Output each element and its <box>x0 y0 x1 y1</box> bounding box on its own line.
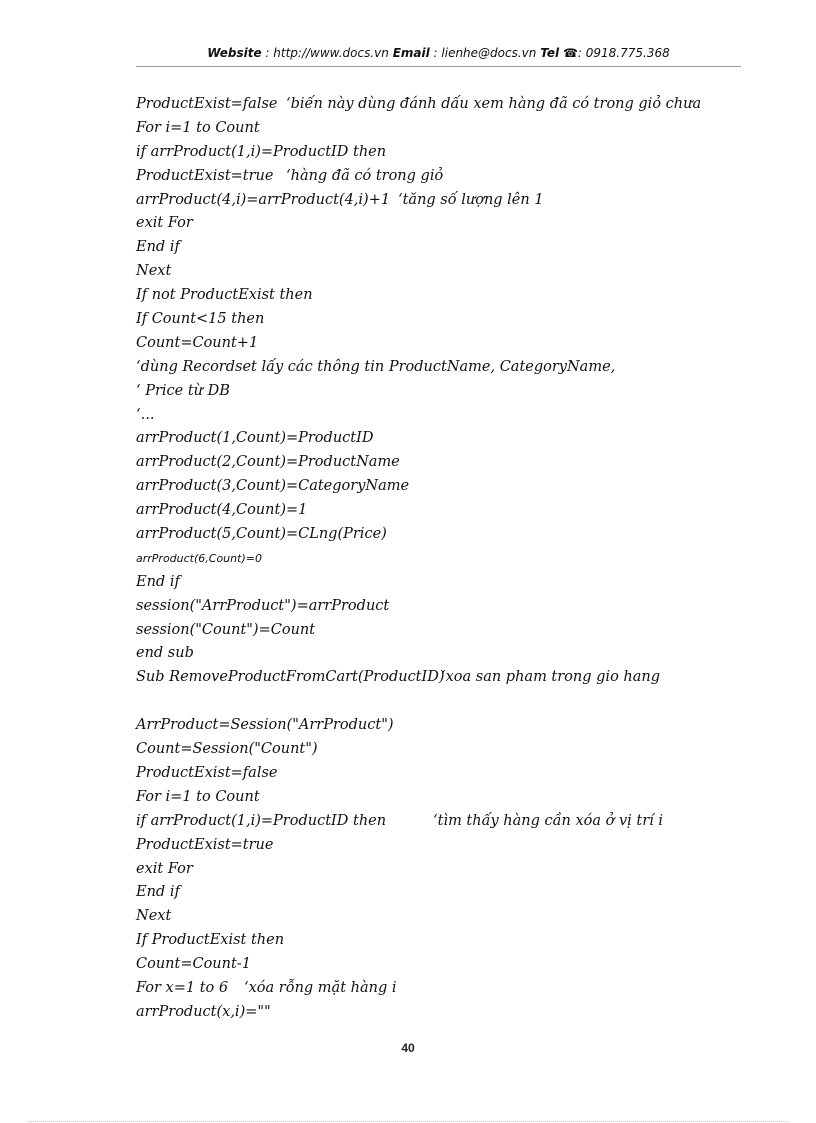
code-text: For i=1 to Count <box>136 788 260 805</box>
code-text: arrProduct(4,Count)=1 <box>136 502 308 519</box>
code-text: ProductExist=true <box>136 167 274 184</box>
code-line <box>136 499 756 523</box>
bottom-divider <box>28 1121 788 1122</box>
code-text: Sub RemoveProductFromCart(ProductID) <box>136 669 445 686</box>
code-text: exit For <box>136 215 193 232</box>
code-text: If Count<15 then <box>136 311 265 328</box>
code-text: For x=1 to 6 <box>136 979 229 996</box>
code-text: ProductExist=false <box>136 764 278 781</box>
code-text: ‘ Price từ DB <box>136 382 230 399</box>
code-text: if arrProduct(1,i)=ProductID then <box>136 143 387 160</box>
code-line <box>136 810 756 834</box>
website-label: Website <box>207 46 262 60</box>
code-line <box>136 595 756 619</box>
email-label: Email <box>392 46 430 60</box>
code-text: Count=Count+1 <box>136 334 259 351</box>
code-line <box>136 189 756 213</box>
code-line <box>136 738 756 762</box>
code-line <box>136 714 756 738</box>
code-text: End if <box>136 573 180 590</box>
code-comment: ‘tăng số lượng lên 1 <box>398 191 544 208</box>
code-line <box>136 236 756 260</box>
code-line <box>136 834 756 858</box>
code-line <box>136 523 756 547</box>
code-text: ‘dùng Recordset lấy các thông tin ProductName, CategoryName, <box>136 358 616 375</box>
code-text: exit For <box>136 860 193 877</box>
code-comment: ‘hàng đã có trong giỏ <box>286 167 444 184</box>
email-value: : lienhe@docs.vn <box>433 46 537 60</box>
code-line <box>136 212 756 236</box>
page-header <box>136 46 741 60</box>
code-line <box>136 117 756 141</box>
code-comment: ‘tìm thấy hàng cần xóa ở vị trí i <box>433 812 664 829</box>
code-text: If ProductExist then <box>136 932 285 949</box>
code-text: arrProduct(5,Count)=CLng(Price) <box>136 526 387 543</box>
code-line <box>136 881 756 905</box>
code-line <box>136 929 756 953</box>
website-value: : http://www.docs.vn <box>265 46 389 60</box>
tel-label: Tel <box>540 46 560 60</box>
code-text: arrProduct(2,Count)=ProductName <box>136 454 400 471</box>
code-comment: ‘xoa san pham trong gio hang <box>441 669 661 686</box>
code-text: ‘... <box>136 406 155 423</box>
header-divider <box>136 66 741 67</box>
code-line <box>136 451 756 475</box>
code-text: arrProduct(x,i)="" <box>136 1003 271 1020</box>
code-text: arrProduct(4,i)=arrProduct(4,i)+1 <box>136 191 391 208</box>
phone-icon: ☎ <box>562 46 578 60</box>
code-text: Count=Count-1 <box>136 956 251 973</box>
code-line <box>136 571 756 595</box>
code-text: ProductExist=true <box>136 836 274 853</box>
code-comment: ‘biến này dùng đánh dấu xem hàng đã có trong giỏ chưa <box>286 96 702 112</box>
code-line <box>136 690 756 714</box>
code-line <box>136 1001 756 1025</box>
code-text: Count=Session("Count") <box>136 741 318 758</box>
code-text: For i=1 to Count <box>136 119 260 136</box>
code-line <box>136 905 756 929</box>
code-line <box>136 427 756 451</box>
code-line <box>136 284 756 308</box>
code-text: End if <box>136 239 180 256</box>
code-line <box>136 260 756 284</box>
code-text: End if <box>136 884 180 901</box>
code-text: session("ArrProduct")=arrProduct <box>136 597 390 614</box>
code-line <box>136 380 756 404</box>
code-text: if arrProduct(1,i)=ProductID then <box>136 812 387 829</box>
code-line <box>136 762 756 786</box>
code-line <box>136 356 756 380</box>
code-line <box>136 165 756 189</box>
code-line <box>136 666 756 690</box>
code-comment: ‘xóa rỗng mặt hàng i <box>244 979 397 996</box>
code-line <box>136 953 756 977</box>
code-text: If not ProductExist then <box>136 287 313 304</box>
code-listing <box>136 93 756 1025</box>
code-line <box>136 475 756 499</box>
code-text: arrProduct(6,Count)=0 <box>136 551 262 565</box>
code-line <box>136 977 756 1001</box>
code-text: ProductExist=false <box>136 96 278 112</box>
tel-value: : 0918.775.368 <box>577 46 670 60</box>
code-line <box>136 332 756 356</box>
code-line <box>136 93 756 117</box>
code-text: Next <box>136 908 172 925</box>
code-text: ArrProduct=Session("ArrProduct") <box>136 717 394 734</box>
code-text: end sub <box>136 645 194 662</box>
code-line <box>136 404 756 428</box>
code-line <box>136 547 756 571</box>
code-text: arrProduct(1,Count)=ProductID <box>136 430 374 447</box>
code-text: Next <box>136 263 172 280</box>
code-text: arrProduct(3,Count)=CategoryName <box>136 478 410 495</box>
code-line <box>136 141 756 165</box>
code-line <box>136 619 756 643</box>
code-line <box>136 858 756 882</box>
code-text: session("Count")=Count <box>136 621 316 638</box>
page-number: 40 <box>401 1041 415 1055</box>
code-line <box>136 642 756 666</box>
code-line <box>136 786 756 810</box>
code-line <box>136 308 756 332</box>
